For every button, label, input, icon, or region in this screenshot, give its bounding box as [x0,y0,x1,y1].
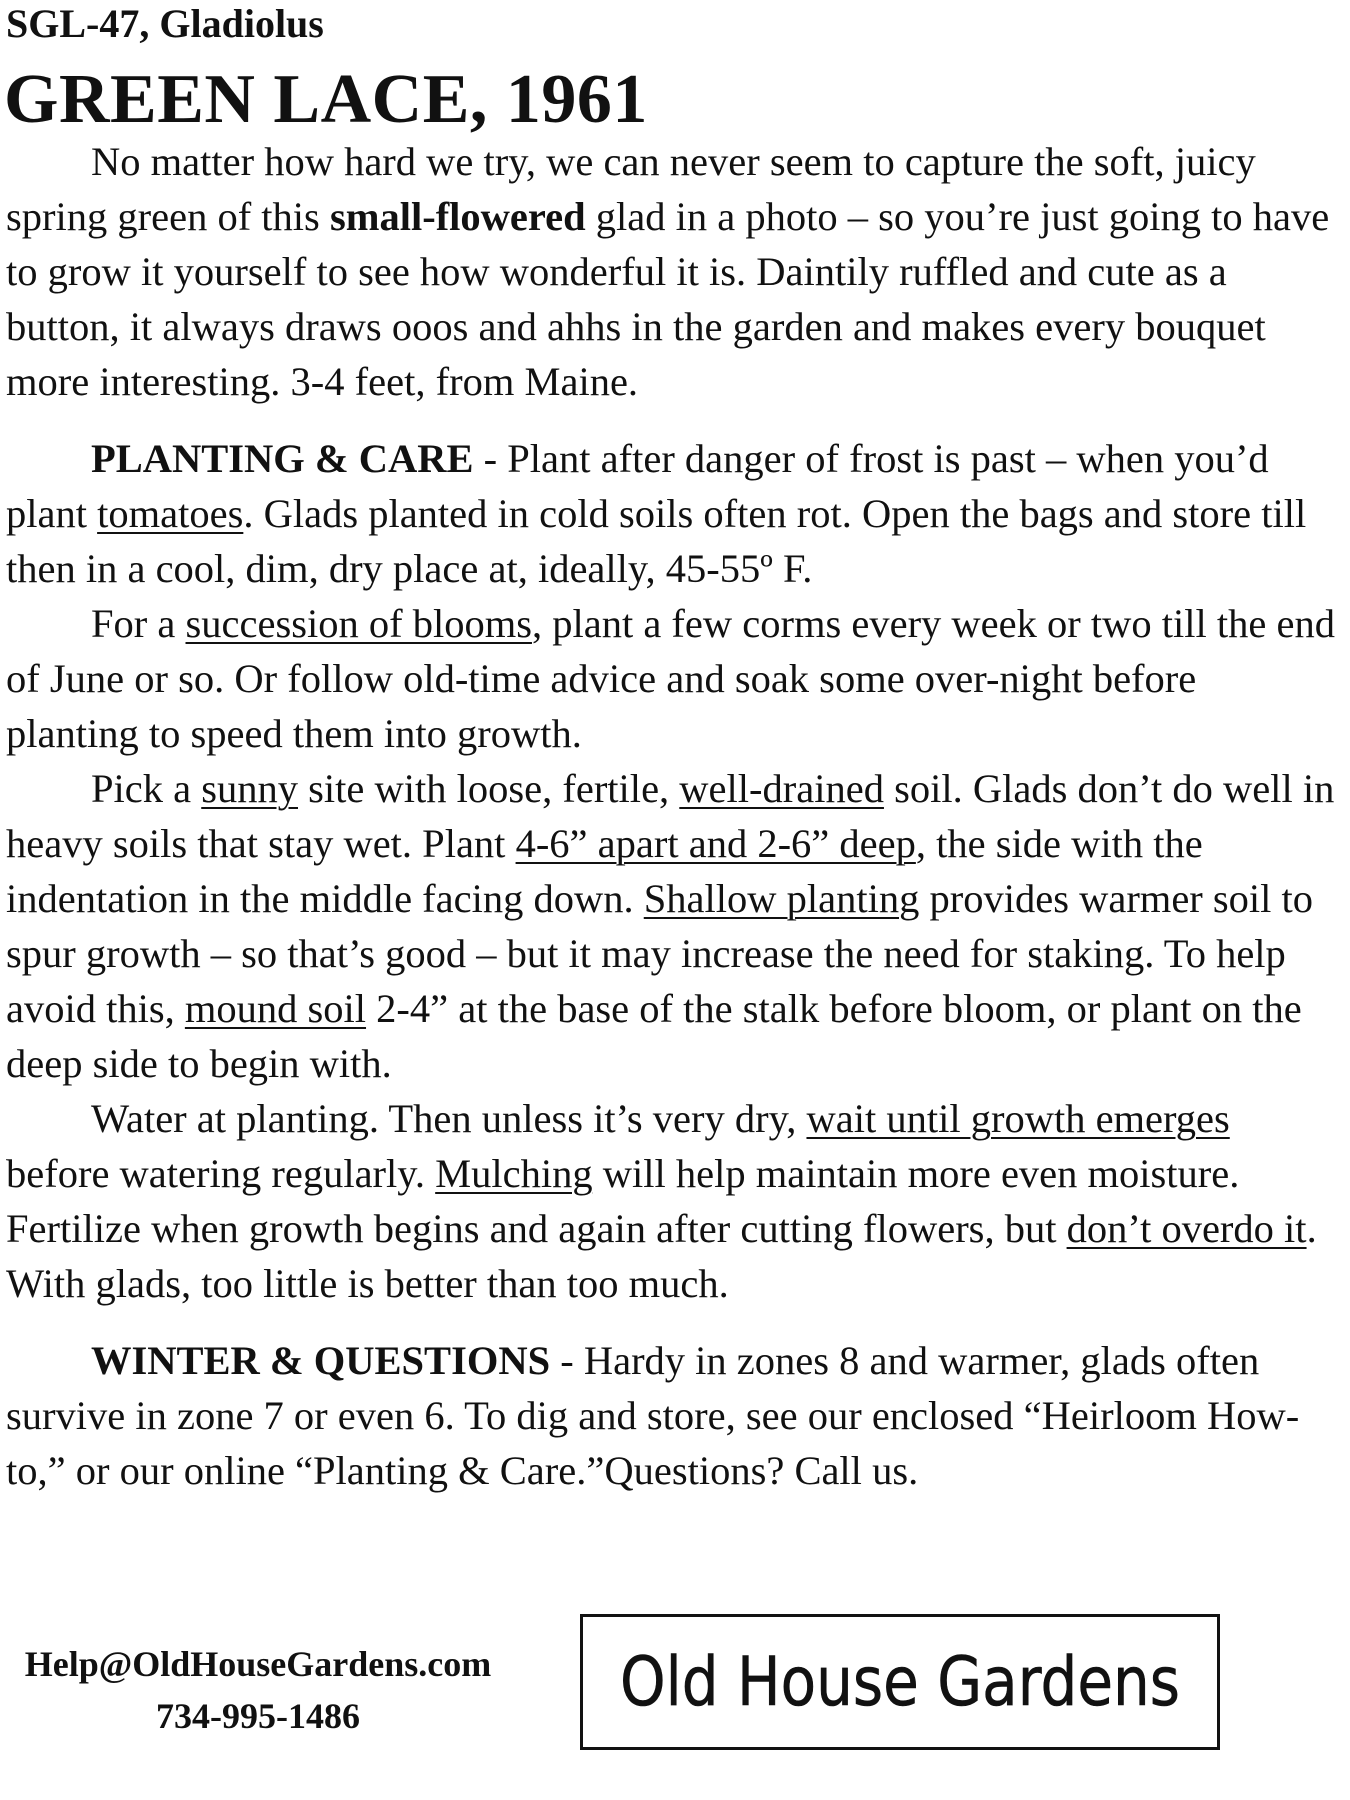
text-run: . Glads planted in cold soils often rot. Open the bags and store till then in a cool, dim, dry place at, ideally, 45-55º F. [6,491,1307,591]
text-run: glad in a photo – so you’re just going to have to grow it yourself to see how wonderful it is. Daintily ruffled and cute as a button, it always draws ooos and ahhs in the garden and makes every bouquet more interesting. 3-4 feet, from Maine. [6,194,1330,404]
underlined-text: sunny [201,766,298,811]
text-run: - Hardy in zones 8 and warmer, glads often survive in zone 7 or even 6. To dig and store, see our enclosed “Heirloom How-to,” or our online “Planting & Care.”Questions? Call us. [6,1338,1300,1493]
text-run: , the side with the indentation in the middle facing down. [6,821,1203,921]
contact-email[interactable]: Help@OldHouseGardens.com [24,1644,492,1684]
svg-text:Old House Gardens: Old House Gardens [620,1643,1180,1722]
text-run: For a [91,601,186,646]
underlined-text: Shallow planting [643,876,920,921]
text-run: . With glads, too little is better than too much. [6,1206,1317,1306]
text-run: Pick a [91,766,202,811]
text-run: No matter how hard we try, we can never seem to capture the soft, juicy spring green of this [6,139,1256,239]
underlined-text: 4-6” apart and 2-6” deep [515,821,916,866]
bold-text: small-flowered [329,194,586,239]
text-run: site with loose, fertile, [298,766,680,811]
brand-logo-wordmark [600,1627,1200,1737]
text-run: Water at planting. Then unless it’s very dry, [91,1096,807,1141]
section-heading-winter: WINTER & QUESTIONS [91,1338,551,1383]
text-run: before watering regularly. [6,1151,436,1196]
section-heading-planting: PLANTING & CARE [91,436,474,481]
description-paragraph [6,134,1336,409]
text-run: will help maintain more even moisture. Fertilize when growth begins and again after cutting flowers, but [6,1151,1240,1251]
contact-block [8,1638,508,1742]
brand-logo [580,1614,1220,1750]
winter-paragraph [6,1333,1336,1498]
water-paragraph [6,1091,1336,1311]
succession-paragraph [6,596,1336,761]
underlined-text: well-drained [679,766,884,811]
site-paragraph [6,761,1336,1091]
underlined-text: Mulching [435,1151,593,1196]
text-run: 2-4” at the base of the stalk before bloom, or plant on the deep side to begin with. [6,986,1302,1086]
text-run: soil. Glads don’t do well in heavy soils that stay wet. Plant [6,766,1335,866]
text-run: - Plant after danger of frost is past – when you’d plant [6,436,1269,536]
contact-phone[interactable]: 734-995-1486 [156,1696,360,1736]
underlined-text: wait until growth emerges [806,1096,1230,1141]
underlined-text: mound soil [184,986,367,1031]
body-text [6,134,1336,1498]
text-run: , plant a few corms every week or two till the end of June or so. Or follow old-time advice and soak some over-night before planting to speed them into growth. [6,601,1335,756]
underlined-text: tomatoes [97,491,244,536]
underlined-text: don’t overdo it [1066,1206,1307,1251]
product-code-line: SGL-47, Gladiolus [6,1,324,46]
text-run: provides warmer soil to spur growth – so that’s good – but it may increase the need for staking. To help avoid this, [6,876,1314,1031]
page-title: GREEN LACE, 1961 [4,61,648,138]
underlined-text: succession of blooms [185,601,532,646]
planting-paragraph [6,431,1336,596]
